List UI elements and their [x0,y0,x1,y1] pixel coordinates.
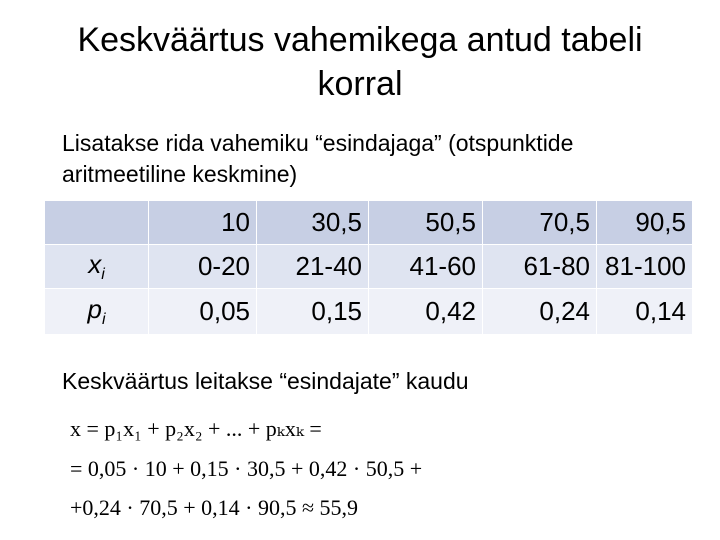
table-cell: 0,15 [257,289,369,335]
slide-title: Keskväärtus vahemikega antud tabeli korral [77,21,643,103]
table-row-probabilities [45,289,693,335]
table-row-representatives [45,201,693,245]
formula-line-3: +0,24 · 70,5 + 0,14 · 90,5 ≈ 55,9 [70,495,359,520]
outro-text: Keskväärtus leitakse “esindajate” kaudu [62,368,469,394]
table-row-intervals [45,245,693,289]
formula-line-2: = 0,05 · 10 + 0,15 · 30,5 + 0,42 · 50,5 + [70,456,423,481]
row-symbol-subscript: i [101,311,106,328]
table-cell: 61-80 [483,245,597,289]
row-symbol-subscript: i [101,266,105,283]
table-cell: 0,05 [149,289,257,335]
table-cell: 70,5 [483,201,597,245]
intro-text: Lisatakse rida vahemiku “esindajaga” (otspunktide aritmeetiline keskmine) [62,130,574,187]
table-cell: 0,42 [369,289,483,335]
table-row-header [45,201,149,245]
distribution-table [44,200,693,335]
table-cell: 21-40 [257,245,369,289]
table-cell: 30,5 [257,201,369,245]
table-row-header [45,289,149,335]
table-cell: 10 [149,201,257,245]
row-symbol: p [87,294,102,324]
table-cell: 0,14 [597,289,693,335]
table-cell: 90,5 [597,201,693,245]
table-cell: 0,24 [483,289,597,335]
table-row-header [45,245,149,289]
formula-line-1: x = p₁x₁ + p₂x₂ + ... + pₖxₖ = [70,416,322,441]
table-cell: 81-100 [597,245,693,289]
row-symbol: x [88,249,102,279]
table-cell: 0-20 [149,245,257,289]
table-cell: 50,5 [369,201,483,245]
table-cell: 41-60 [369,245,483,289]
